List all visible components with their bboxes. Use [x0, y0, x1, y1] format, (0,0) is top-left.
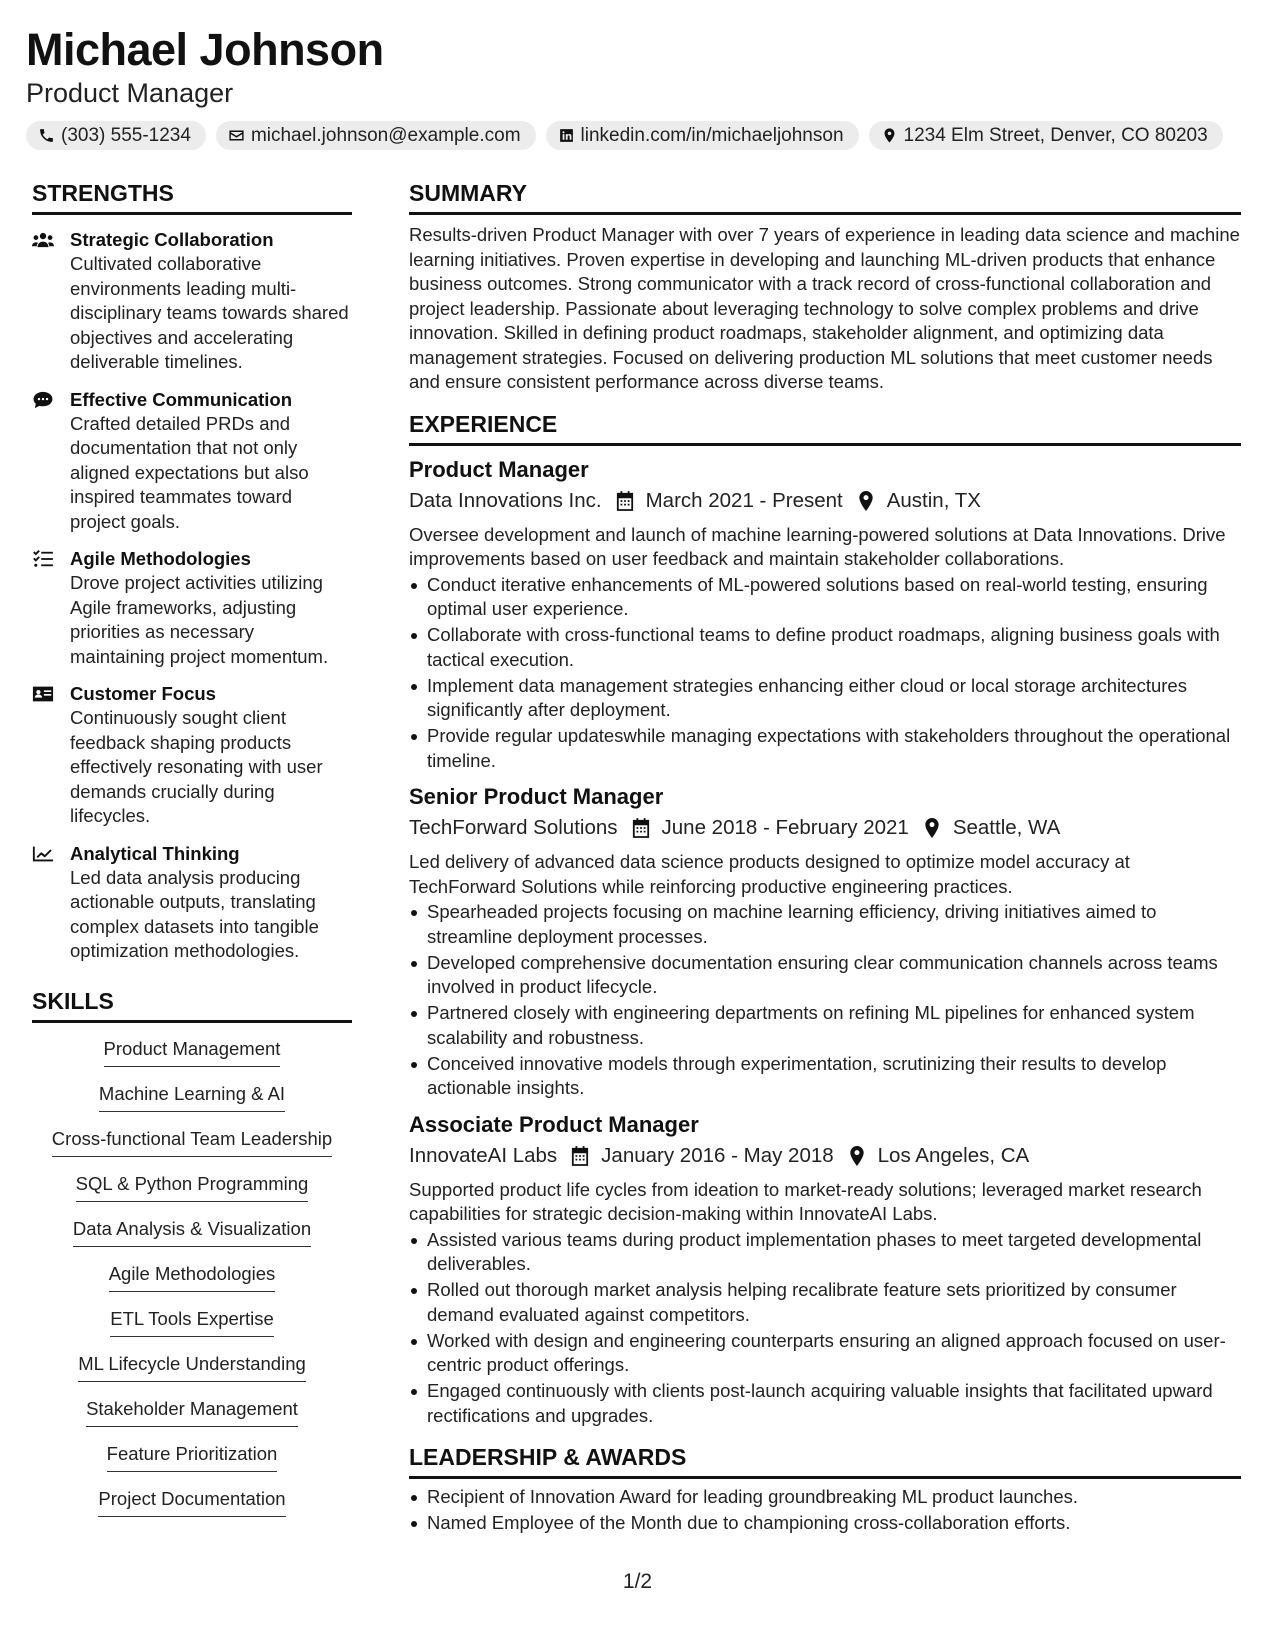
- job-entry: [409, 782, 1241, 1101]
- strength-title: Agile Methodologies: [70, 548, 251, 569]
- id-card-icon: [32, 685, 54, 703]
- summary-heading: SUMMARY: [409, 178, 1241, 215]
- bullet-item: Assisted various teams during product implementation phases to meet targeted developmental deliverables.: [409, 1228, 1241, 1277]
- location-pin-icon: [923, 818, 941, 838]
- award-item: Named Employee of the Month due to championing cross-collaboration efforts.: [409, 1511, 1241, 1536]
- job-location: Los Angeles, CA: [877, 1143, 1030, 1167]
- strength-title: Customer Focus: [70, 683, 216, 704]
- contact-bar: [26, 121, 1256, 150]
- job-company: TechForward Solutions: [409, 816, 618, 839]
- bullet-item: Conduct iterative enhancements of ML-powered solutions based on real-world testing, ensuring optimal user experience.: [409, 573, 1241, 622]
- strength-item: [32, 388, 352, 535]
- chart-line-icon: [32, 845, 54, 863]
- job-bullets: [409, 900, 1241, 1101]
- experience-heading: EXPERIENCE: [409, 409, 1241, 446]
- bullet-item: Spearheaded projects focusing on machine learning efficiency, driving initiatives aimed to streamline deployment processes.: [409, 900, 1241, 949]
- job-location: Austin, TX: [886, 488, 981, 512]
- skill-item: Machine Learning & AI: [99, 1082, 285, 1112]
- strength-desc: Cultivated collaborative environments leading multi-disciplinary teams towards shared objectives and accelerating deliverable timelines.: [70, 253, 349, 372]
- contact-phone-text: (303) 555-1234: [61, 124, 191, 146]
- bullet-item: Developed comprehensive documentation ensuring clear communication channels across teams involved in product lifecycle.: [409, 951, 1241, 1000]
- job-dates: June 2018 - February 2021: [661, 816, 909, 839]
- strength-title: Strategic Collaboration: [70, 229, 274, 250]
- phone-icon: [38, 127, 55, 144]
- job-dates: March 2021 - Present: [645, 488, 843, 512]
- strength-title: Analytical Thinking: [70, 842, 240, 864]
- skill-item: Cross-functional Team Leadership: [52, 1127, 332, 1157]
- resume-header: [26, 24, 1256, 150]
- skills-heading: SKILLS: [32, 986, 352, 1023]
- strength-item: [32, 228, 352, 375]
- calendar-icon: [632, 818, 650, 838]
- contact-phone[interactable]: [26, 121, 206, 150]
- award-item: Recipient of Innovation Award for leading groundbreaking ML product launches.: [409, 1485, 1241, 1510]
- job-entry: [409, 1110, 1241, 1429]
- strength-item: [32, 682, 352, 829]
- skill-item: Project Documentation: [98, 1487, 285, 1517]
- location-pin-icon: [857, 491, 875, 511]
- list-check-icon: [32, 550, 54, 568]
- envelope-icon: [228, 127, 245, 144]
- bullet-item: Worked with design and engineering counterparts ensuring an aligned approach focused on user-centric product offerings.: [409, 1329, 1241, 1378]
- skill-item: Agile Methodologies: [109, 1262, 276, 1292]
- users-icon: [32, 231, 54, 249]
- contact-address: [869, 121, 1223, 150]
- contact-address-text: 1234 Elm Street, Denver, CO 80203: [903, 124, 1208, 146]
- bullet-item: Collaborate with cross-functional teams to define product roadmaps, aligning business goals with tactical execution.: [409, 623, 1241, 672]
- job-meta: [409, 1141, 1241, 1171]
- job-meta: [409, 813, 1241, 843]
- skill-item: Feature Prioritization: [107, 1442, 278, 1472]
- chat-bubble-icon: [32, 391, 54, 409]
- strength-desc: Drove project activities utilizing Agile frameworks, adjusting priorities as necessary maintaining project momentum.: [70, 572, 329, 667]
- calendar-icon: [616, 491, 634, 511]
- location-pin-icon: [881, 127, 898, 144]
- strength-item: [32, 842, 352, 964]
- strengths-heading: STRENGTHS: [32, 178, 352, 215]
- job-description: Led delivery of advanced data science products designed to optimize model accuracy at TechForward Solutions while reinforcing productive engineering practices.: [409, 851, 1130, 897]
- bullet-item: Partnered closely with engineering departments on refining ML pipelines for enhanced system scalability and robustness.: [409, 1001, 1241, 1050]
- contact-linkedin[interactable]: [546, 121, 859, 150]
- job-description: Supported product life cycles from ideation to market-ready solutions; leveraged market research capabilities for strategic decision-making within InnovateAI Labs.: [409, 1178, 1202, 1224]
- skill-item: ML Lifecycle Understanding: [78, 1352, 306, 1382]
- job-bullets: [409, 573, 1241, 774]
- bullet-item: Provide regular updateswhile managing expectations with stakeholders throughout the operational timeline.: [409, 724, 1241, 773]
- strength-desc: Led data analysis producing actionable outputs, translating complex datasets into tangible optimization methodologies.: [70, 866, 319, 961]
- bullet-item: Engaged continuously with clients post-launch acquiring valuable insights that facilitated upward rectifications and upgrades.: [409, 1379, 1241, 1428]
- calendar-icon: [571, 1146, 589, 1166]
- right-column: [409, 178, 1241, 1537]
- strength-title: Effective Communication: [70, 388, 293, 410]
- skill-item: Stakeholder Management: [86, 1397, 298, 1427]
- bullet-item: Conceived innovative models through experimentation, scrutinizing their results to develop actionable insights.: [409, 1052, 1241, 1101]
- job-title: Associate Product Manager: [409, 1111, 699, 1137]
- awards-heading: LEADERSHIP & AWARDS: [409, 1442, 1241, 1479]
- person-name: Michael Johnson: [26, 24, 384, 75]
- job-company: InnovateAI Labs: [409, 1143, 558, 1167]
- linkedin-icon: [558, 127, 575, 144]
- contact-email[interactable]: [216, 121, 536, 150]
- strength-item: [32, 547, 352, 669]
- skill-item: SQL & Python Programming: [76, 1172, 309, 1202]
- skills-list: [32, 1037, 352, 1532]
- skill-item: ETL Tools Expertise: [110, 1307, 274, 1337]
- job-company: Data Innovations Inc.: [409, 488, 602, 512]
- job-dates: January 2016 - May 2018: [601, 1143, 834, 1167]
- bullet-item: Implement data management strategies enhancing either cloud or local storage architectures significantly after deployment.: [409, 674, 1241, 723]
- strength-desc: Continuously sought client feedback shaping products effectively resonating with user demands crucially during lifecycles.: [70, 707, 323, 826]
- job-title: Senior Product Manager: [409, 784, 664, 809]
- location-pin-icon: [848, 1146, 866, 1166]
- awards-list: [409, 1485, 1241, 1536]
- job-description: Oversee development and launch of machine learning-powered solutions at Data Innovations. Drive improvements based on user feedback and maintain stakeholder collaborations.: [409, 523, 1226, 569]
- job-location: Seattle, WA: [952, 816, 1061, 839]
- job-title: Product Manager: [409, 456, 589, 482]
- strength-desc: Crafted detailed PRDs and documentation that not only aligned expectations but also inspired teammates toward project goals.: [70, 412, 309, 532]
- contact-email-text: michael.johnson@example.com: [250, 124, 521, 146]
- left-column: [32, 178, 352, 1532]
- job-bullets: [409, 1228, 1241, 1429]
- summary-text: Results-driven Product Manager with over 7 years of experience in leading data science and machine learning initiatives. Proven expertise in developing and launching ML-driven products that enhance business outcomes. Strong communicator with a track record of cross-functional collaboration and project leadership. Passionate about leveraging technology to solve complex problems and drive innovation. Skilled in defining product roadmaps, stakeholder alignment, and optimizing data management strategies. Focused on delivering production ML solutions that meet customer needs and ensure consistent performance across diverse teams.: [409, 224, 1240, 392]
- job-title: Product Manager: [26, 78, 234, 108]
- job-entry: [409, 455, 1241, 774]
- bullet-item: Rolled out thorough market analysis helping recalibrate feature sets prioritized by consumer demand evaluated against competitors.: [409, 1278, 1241, 1327]
- page-number: 1/2: [622, 1570, 653, 1593]
- skill-item: Product Management: [104, 1037, 281, 1067]
- contact-linkedin-text: linkedin.com/in/michaeljohnson: [580, 124, 844, 146]
- skill-item: Data Analysis & Visualization: [73, 1217, 311, 1247]
- job-meta: [409, 486, 1241, 516]
